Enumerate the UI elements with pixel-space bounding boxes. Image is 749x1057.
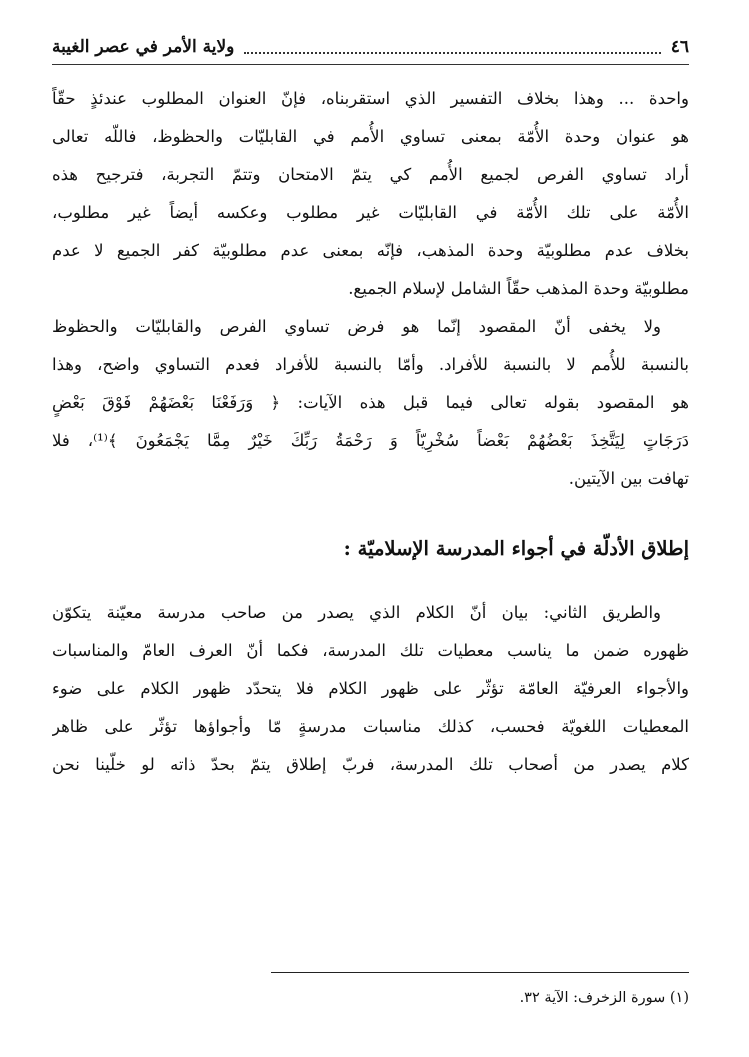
text-line: ظهوره ضمن ما يناسب معطيات تلك المدرسة، فكما أنّ العرف العامّ والمناسبات	[52, 641, 689, 660]
page-header	[52, 30, 689, 65]
text-line: هو عنوان وحدة الأُمّة بمعنى تساوي الأُمم في القابليّات والحظوظ، فاللّه تعالى	[52, 127, 689, 146]
header-dot-leader	[244, 40, 660, 54]
paragraph-3	[52, 594, 689, 784]
quran-verse-line: دَرَجَاتٍ لِيَتَّخِذَ بَعْضُهُمْ بَعْضاً سُخْرِيّاً وَ رَحْمَةُ رَبِّكَ خَيْرٌ مِمَّا يَجْمَعُونَ ﴾⁽¹⁾، فلا	[52, 431, 689, 450]
body-text	[52, 80, 689, 784]
paragraph-1	[52, 80, 689, 308]
text-line: المعطيات اللغويّة فحسب، كذلك مناسبات مدرسةٍ مّا وأجواؤها تؤثّر على ظاهر	[52, 717, 689, 736]
text-line: والأجواء العرفيّة العامّة تؤثّر على ظهور الكلام فلا يتحدّد ظهور الكلام على ضوء	[52, 679, 689, 698]
text-line: واحدة ... وهذا بخلاف التفسير الذي استقربناه، فإنّ العنوان المطلوب عندئذٍ حقّاً	[52, 89, 689, 108]
running-title: ولاية الأمر في عصر الغيبة	[52, 37, 235, 57]
text-line: كلام يصدر من أصحاب تلك المدرسة، فربّ إطلاق يتمّ بحدّ ذاته لو خلّينا نحن	[52, 755, 689, 774]
footnote-divider	[271, 972, 689, 973]
book-page	[52, 0, 689, 1057]
text-line: بخلاف عدم مطلوبيّة وحدة المذهب، فإنّه بمعنى عدم مطلوبيّة كفر الجميع لا عدم	[52, 241, 689, 260]
page-number: ٤٦	[670, 37, 689, 57]
paragraph-2	[52, 308, 689, 498]
text-line: ولا يخفى أنّ المقصود إنّما هو فرض تساوي الفرص والقابليّات والحظوظ	[52, 317, 661, 336]
text-line: أراد تساوي الفرص لجميع الأُمم كي يتمّ الامتحان وتتمّ التجربة، فترجيح هذه	[52, 165, 689, 184]
text-line: والطريق الثاني: بيان أنّ الكلام الذي يصدر من صاحب مدرسة معيّنة يتكوّن	[52, 603, 662, 622]
text-line: مطلوبيّة وحدة المذهب حقّاً الشامل لإسلام الجميع.	[348, 279, 689, 298]
text-line: بالنسبة للأُمم لا بالنسبة للأفراد. وأمّا بالنسبة للأفراد فعدم التساوي واضح، وهذا	[52, 355, 689, 374]
text-line: تهافت بين الآيتين.	[568, 469, 689, 488]
text-line: الأُمّة على تلك الأُمّة في القابليّات غير مطلوب وعكسه أيضاً غير مطلوب،	[52, 203, 689, 222]
footnote: (١) سورة الزخرف: الآية ٣٢.	[519, 990, 689, 1006]
section-heading: إطلاق الأدلّة في أجواء المدرسة الإسلاميّة :	[343, 537, 689, 560]
text-line: هو المقصود بقوله تعالى فيما قبل هذه الآيات: ﴿ وَرَفَعْنَا بَعْضَهُمْ فَوْقَ بَعْضٍ	[52, 393, 689, 412]
